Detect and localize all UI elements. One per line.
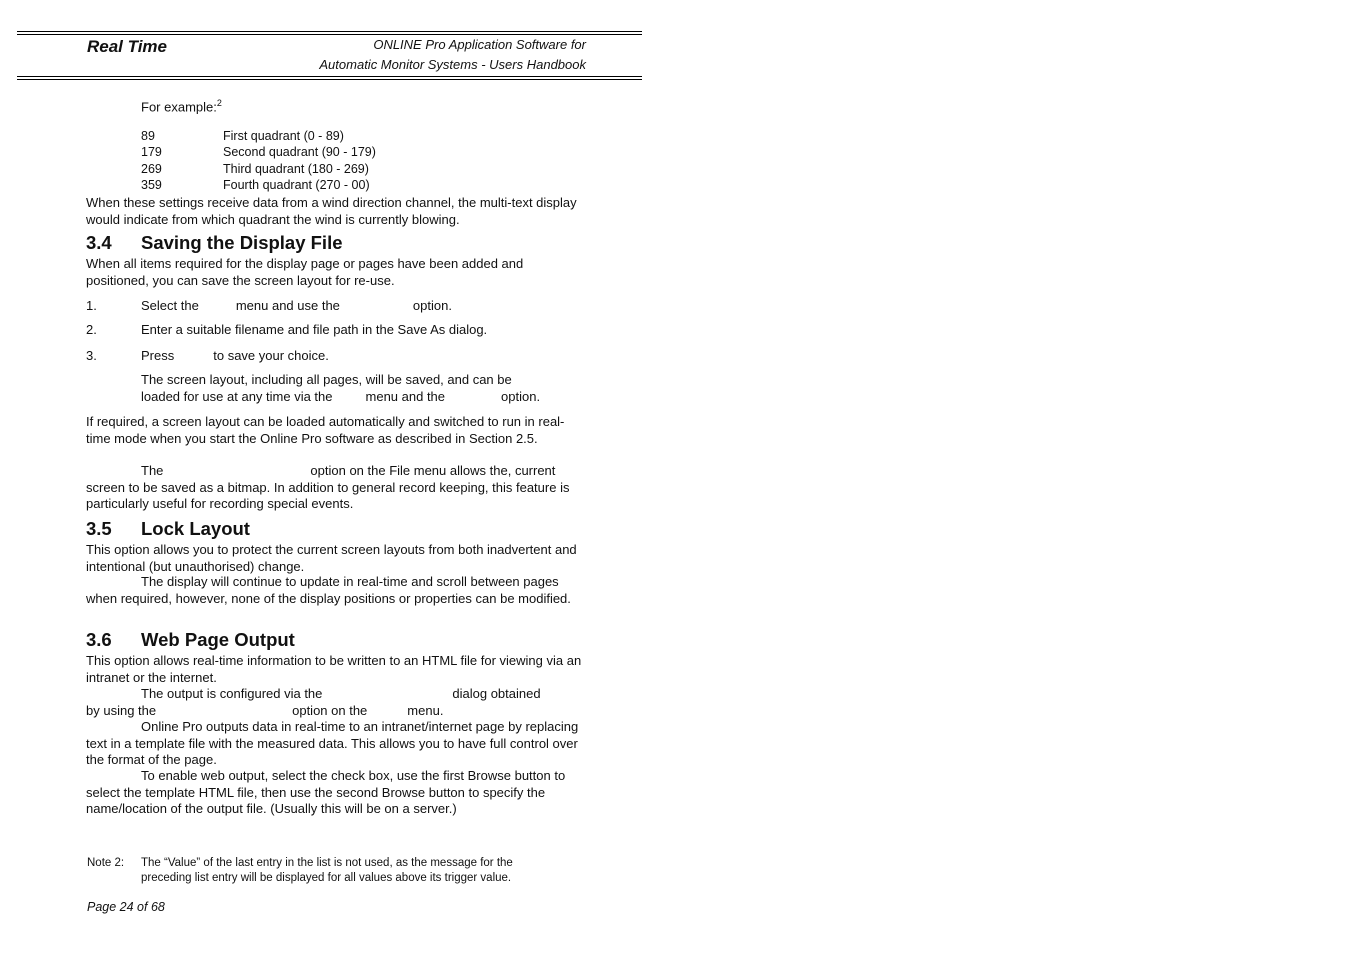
section-3-6-p4 <box>86 768 586 818</box>
section-number: 3.4 <box>86 232 112 253</box>
header-subtitle-line2: Automatic Monitor Systems - Users Handbook <box>319 57 586 72</box>
step-text: Enter a suitable filename and file path in the Save As dialog. <box>141 322 488 337</box>
section-title: Saving the Display File <box>141 232 343 253</box>
step-text-part: menu and use the <box>235 298 340 313</box>
section-3-6-p2-line2 <box>86 703 443 720</box>
section-3-6-p4-text: To enable web output, select the check box, use the first Browse button to select the template HTML file, then use the second Browse button to specify the name/location of the output file. (Usually this will be on a server.) <box>86 768 566 816</box>
header-top-rule <box>17 31 642 32</box>
step-text-part: Select the <box>141 298 199 313</box>
step-note-part: option. <box>501 389 541 404</box>
p2-part: option on the <box>292 703 368 718</box>
header-bottom-rule-2 <box>17 79 642 80</box>
p2-part: The output is configured via the <box>141 686 323 701</box>
section-3-6-p3 <box>86 719 586 769</box>
step-text <box>141 348 329 363</box>
example-intro <box>141 95 222 116</box>
bitmap-text-part: option on the File menu allows the, <box>310 463 512 478</box>
header-subtitle-line1: ONLINE Pro Application Software for <box>373 37 586 52</box>
p2-part: by using the <box>86 703 157 718</box>
p2-part: menu. <box>407 703 444 718</box>
page-number: Page 24 of 68 <box>87 900 165 914</box>
example-desc: Third quadrant (180 - 269) <box>223 162 369 176</box>
bitmap-text <box>86 463 586 513</box>
header-title: Real Time <box>87 37 168 56</box>
example-value: 269 <box>141 162 162 176</box>
section-heading-3-5 <box>86 518 250 540</box>
footnote-ref: 2 <box>216 98 222 108</box>
section-3-5-p1: This option allows you to protect the current screen layouts from both inadvertent and intentional (but unauthorised) change. <box>86 542 577 574</box>
step-number: 3. <box>86 348 97 363</box>
section-title: Web Page Output <box>141 629 295 650</box>
section-3-6-p2-line1 <box>141 686 541 701</box>
step-number: 2. <box>86 322 97 337</box>
section-3-5-p2-text: The display will continue to update in real-time and scroll between pages when required, however, none of the display positions or properties can be modified. <box>86 574 571 606</box>
section-3-6-p3-text: Online Pro outputs data in real-time to an intranet/internet page by replacing text in a template file with the measured data. This allows you to have full control over the format of the page. <box>86 719 579 767</box>
section-title: Lock Layout <box>141 518 250 539</box>
example-desc: Second quadrant (90 - 179) <box>223 145 376 159</box>
note-line1: The “Value” of the last entry in the list is not used, as the message for the <box>141 857 513 869</box>
step-note-part: loaded for use at any time via the <box>141 389 333 404</box>
bitmap-text-part: The <box>141 463 164 478</box>
example-desc: First quadrant (0 - 89) <box>223 129 344 143</box>
example-value: 179 <box>141 145 162 159</box>
step-3-note-line1: The screen layout, including all pages, will be saved, and can be <box>141 372 512 387</box>
step-text-part: Press <box>141 348 175 363</box>
section-heading-3-6 <box>86 629 295 651</box>
header-bottom-rule <box>17 76 642 77</box>
section-number: 3.6 <box>86 629 112 650</box>
note-label: Note 2: <box>87 857 125 869</box>
section-3-4-intro: When all items required for the display page or pages have been added and positioned, you can save the screen layout for re-use. <box>86 256 524 288</box>
step-text-part: to save your choice. <box>213 348 329 363</box>
note-line2: preceding list entry will be displayed for all values above its trigger value. <box>141 872 512 884</box>
example-after-text: When these settings receive data from a wind direction channel, the multi-text display would indicate from which quadrant the wind is currently blowing. <box>86 195 577 227</box>
p2-part: dialog obtained <box>452 686 541 701</box>
step-text-part: option. <box>412 298 452 313</box>
section-number: 3.5 <box>86 518 112 539</box>
section-3-6-p1: This option allows real-time information to be written to an HTML file for viewing via an intranet or the internet. <box>86 653 582 685</box>
step-text <box>141 298 452 313</box>
step-number: 1. <box>86 298 97 313</box>
section-3-5-p2 <box>86 574 586 607</box>
step-3-note-line2 <box>141 389 540 404</box>
bitmap-text-part: current screen to be saved as a bitmap. In addition to general record keeping, this feature is particularly useful for recording special events. <box>86 463 570 511</box>
example-value: 359 <box>141 178 162 192</box>
step-note-part: menu and the <box>365 389 446 404</box>
example-intro-text: For example: <box>141 99 217 115</box>
example-value: 89 <box>141 129 155 143</box>
example-desc: Fourth quadrant (270 - 00) <box>223 178 370 192</box>
auto-load-text: If required, a screen layout can be loaded automatically and switched to run in real-time mode when you start the Online Pro software as described in Section 2.5. <box>86 414 565 446</box>
section-heading-3-4 <box>86 232 343 254</box>
header-top-rule-2 <box>17 34 642 35</box>
